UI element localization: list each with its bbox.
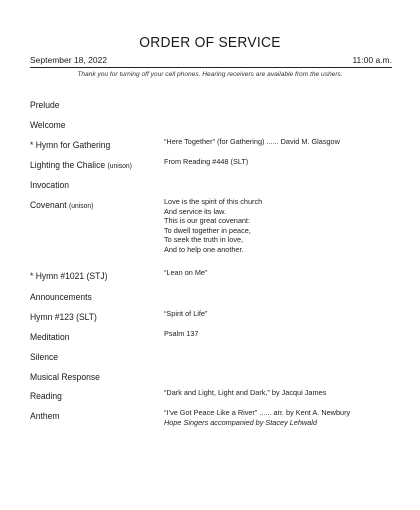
reading-detail: “Dark and Light, Light and Dark,” by Jacqui James [164,388,327,397]
page-title: ORDER OF SERVICE [139,34,281,51]
item-welcome: Welcome [30,120,66,131]
item-musical-response: Musical Response [30,372,100,383]
meditation-detail: Psalm 137 [164,329,199,338]
item-lighting-chalice: Lighting the Chalice (unison) [30,160,132,171]
item-announcements: Announcements [30,292,92,303]
item-silence: Silence [30,352,59,363]
item-invocation: Invocation [30,180,69,191]
hymn-123-detail: “Spirit of Life” [164,309,208,318]
chalice-detail: From Reading #448 (SLT) [164,157,249,166]
anthem-detail: “I’ve Got Peace Like a River” ...... arr. by Kent A. Newbury Hope Singers accompanied by Stacey Lehwald [164,408,351,427]
item-reading: Reading [30,391,62,402]
hymn-gathering-detail: “Here Together” (for Gathering) ...... David M. Glasgow [164,137,340,146]
item-hymn-1021: * Hymn #1021 (STJ) [30,271,108,282]
hymn-1021-detail: “Lean on Me” [164,268,208,277]
item-prelude: Prelude [30,100,60,111]
covenant-text: Love is the spirit of this church And service its law. This is our great covenant: To dwell together in peace, To seek the truth in love, And to help one another. [164,197,263,254]
item-hymn-123: Hymn #123 (SLT) [30,312,97,323]
date-row [30,54,392,68]
item-hymn-gathering: * Hymn for Gathering [30,140,111,151]
item-anthem: Anthem [30,411,60,422]
item-meditation: Meditation [30,332,70,343]
item-covenant: Covenant (unison) [30,200,94,211]
usher-note: Thank you for turning off your cell phones. Hearing receivers are available from the ushers. [77,71,343,78]
service-time: 11:00 a.m. [352,55,392,65]
service-date: September 18, 2022 [30,55,108,65]
